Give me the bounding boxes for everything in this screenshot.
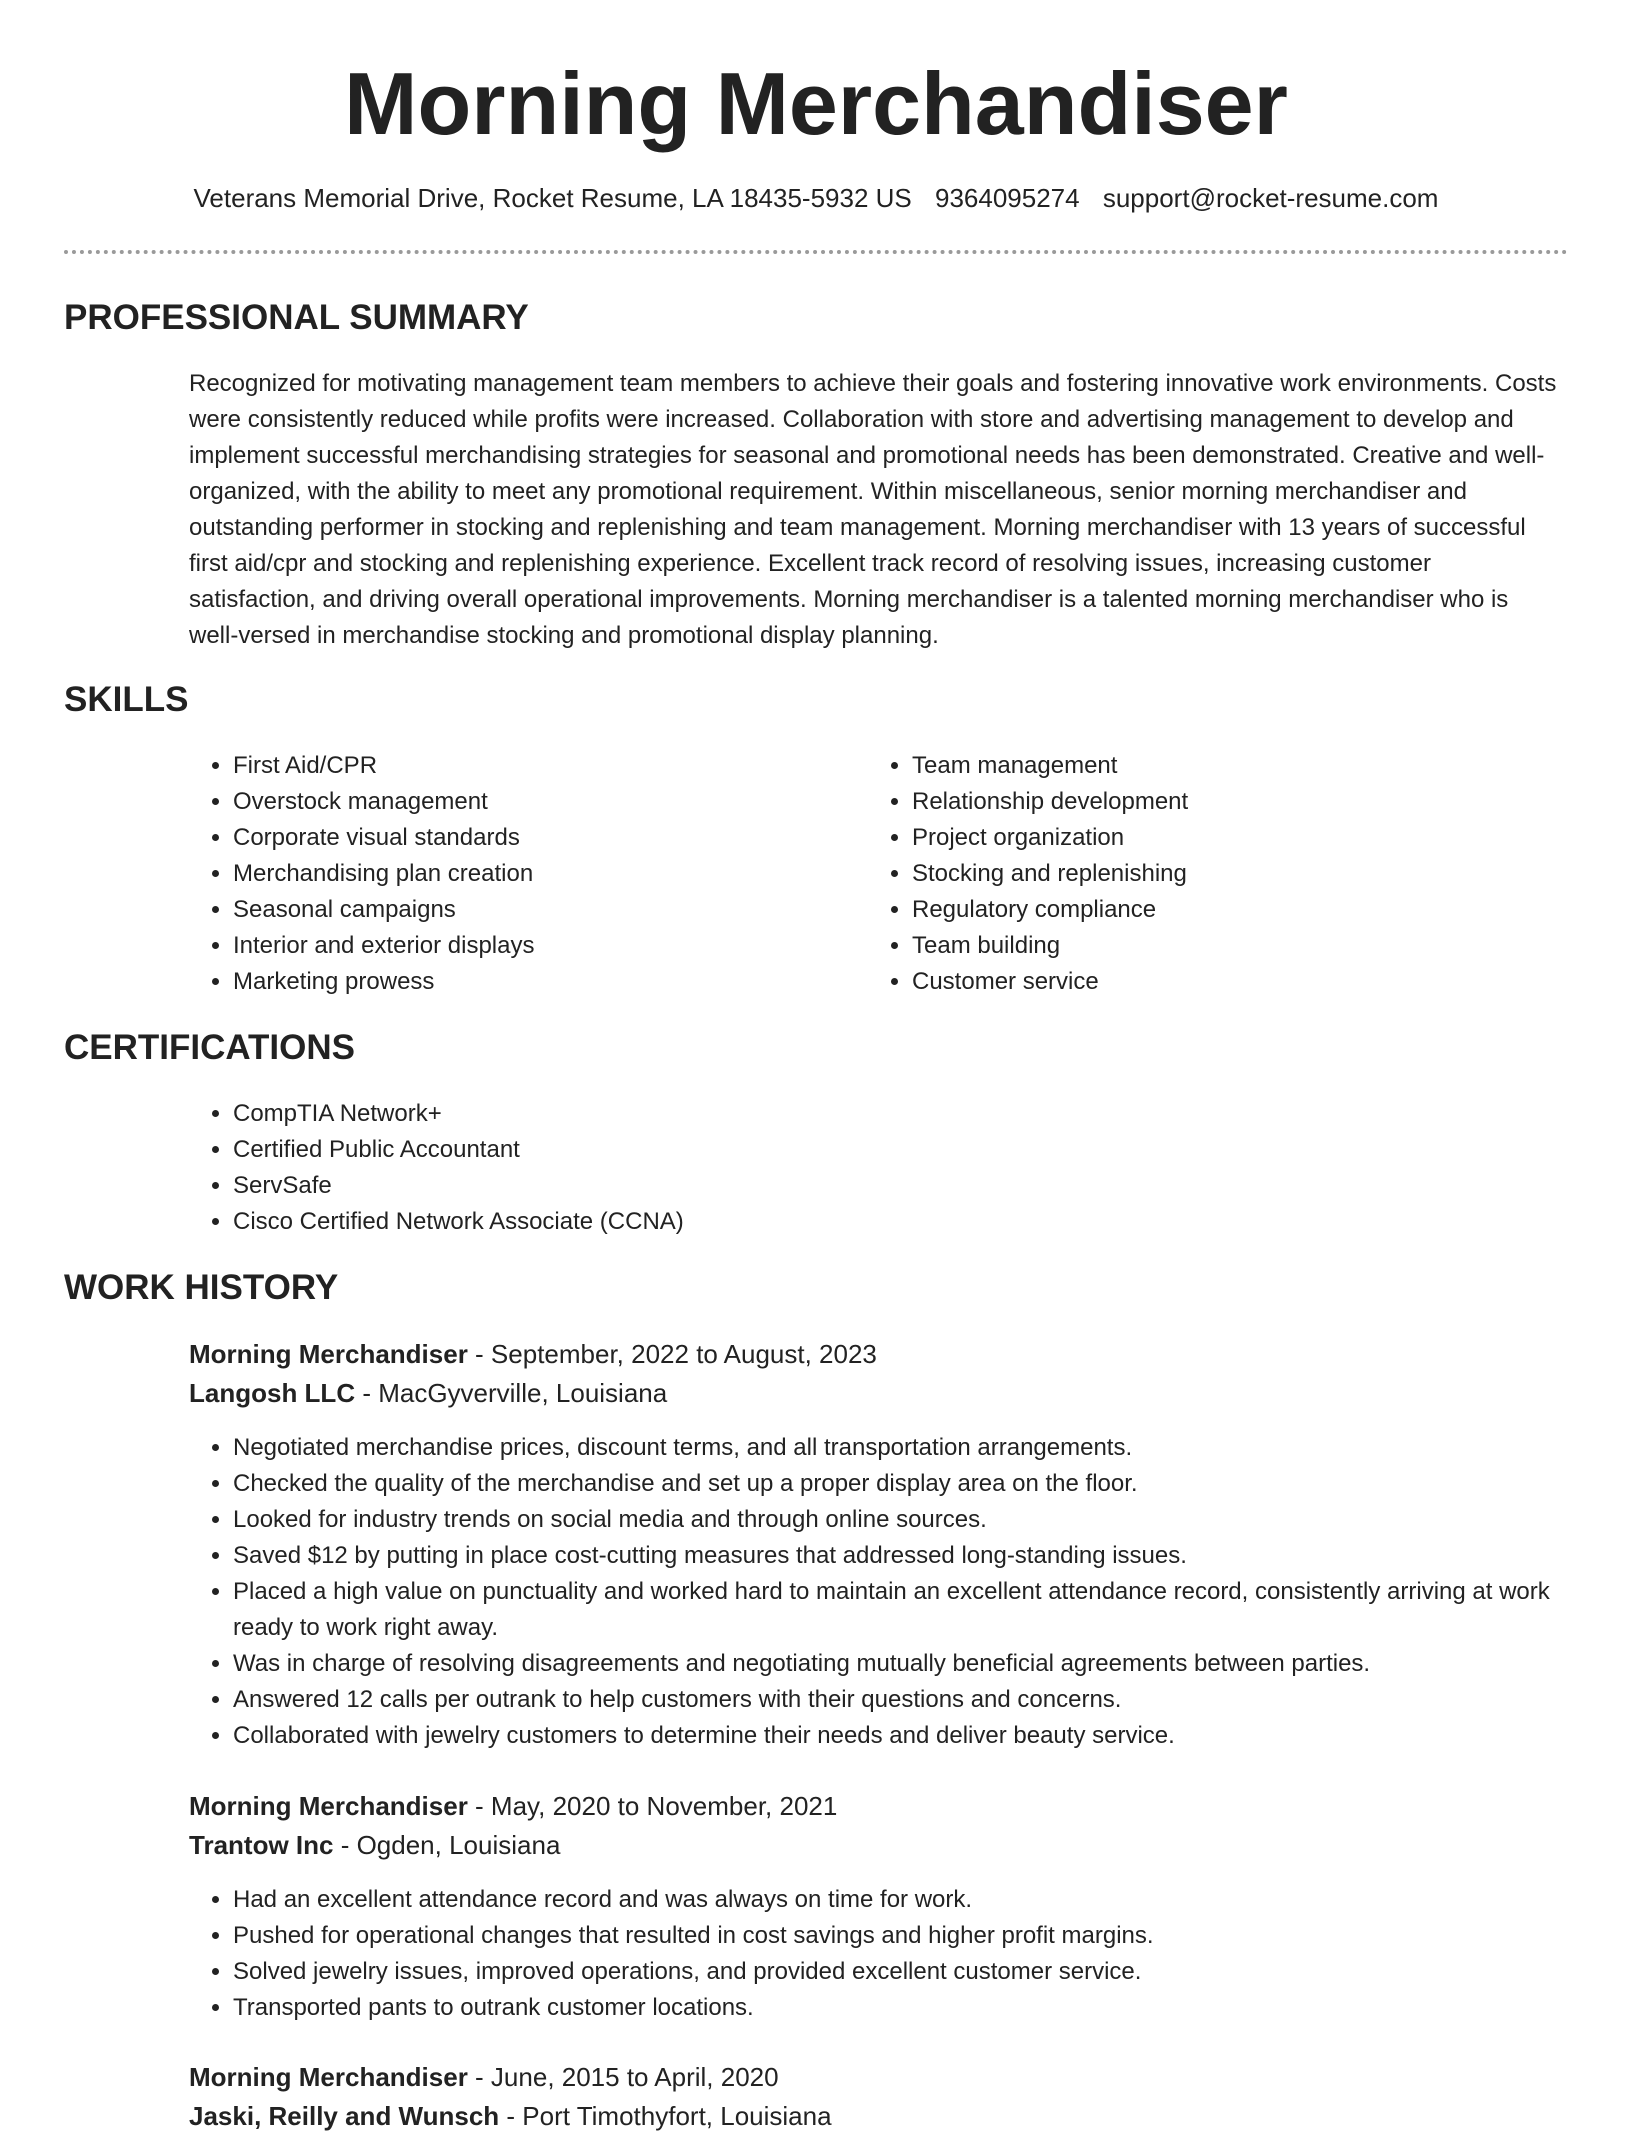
candidate-name: Morning Merchandiser xyxy=(344,54,1288,153)
job-company: Trantow Inc xyxy=(189,1830,334,1860)
job-role: Morning Merchandiser xyxy=(189,1339,468,1369)
job-location: - Port Timothyfort, Louisiana xyxy=(499,2101,832,2131)
section-title-work-history: WORK HISTORY xyxy=(64,1268,339,1307)
job-role: Morning Merchandiser xyxy=(189,1791,468,1821)
list-item: • Solved jewelry issues, improved operations, and provided excellent customer service. xyxy=(233,1954,1598,1990)
list-item: • Seasonal campaigns xyxy=(233,892,833,928)
list-item: • Project organization xyxy=(912,820,1562,856)
list-item: • Collaborated with jewelry customers to determine their needs and deliver beauty service. xyxy=(233,1718,1598,1754)
list-item: • Looked for industry trends on social media and through online sources. xyxy=(233,1502,1598,1538)
list-item: • Checked the quality of the merchandise and set up a proper display area on the floor. xyxy=(233,1466,1598,1502)
list-item: • Negotiated merchandise prices, discount terms, and all transportation arrangements. xyxy=(233,1430,1598,1466)
list-item: • Merchandising plan creation xyxy=(233,856,833,892)
list-item: • Interior and exterior displays xyxy=(233,928,833,964)
list-item: • Overstock management xyxy=(233,784,833,820)
job-company: Langosh LLC xyxy=(189,1378,356,1408)
skills-list-left xyxy=(189,748,833,1000)
list-item: • Placed a high value on punctuality and worked hard to maintain an excellent attendance record, consistently arriving at work ready to work right away. xyxy=(233,1574,1598,1646)
job-company-line xyxy=(189,1374,667,1412)
job-duties-list xyxy=(189,1882,1598,2026)
contact-phone: 9364095274 xyxy=(935,183,1080,213)
list-item: • Customer service xyxy=(912,964,1562,1000)
job-title-line xyxy=(189,1787,837,1825)
contact-email: support@rocket-resume.com xyxy=(1102,183,1439,213)
job-duties-list xyxy=(189,1430,1598,1754)
list-item: • Corporate visual standards xyxy=(233,820,833,856)
summary-text: Recognized for motivating management team members to achieve their goals and fostering innovative work environments. Costs were consistently reduced while profits were increased. Collaboration with store and advertising management to develop and implement successful merchandising strategies for seasonal and promotional needs has been demonstrated. Creative and well-organized, with the ability to meet any promotional requirement. Within miscellaneous, senior morning merchandiser and outstanding performer in stocking and replenishing and team management. Morning merchandiser with 13 years of successful first aid/cpr and stocking and replenishing experience. Excellent track record of resolving issues, increasing customer satisfaction, and driving overall operational improvements. Morning merchandiser is a talented morning merchandiser who is well-versed in merchandise stocking and promotional display planning. xyxy=(189,370,1557,649)
contact-line xyxy=(0,180,1632,216)
list-item: • Answered 12 calls per outrank to help customers with their questions and concerns. xyxy=(233,1682,1598,1718)
skills-list-right xyxy=(868,748,1562,1000)
list-item: • Stocking and replenishing xyxy=(912,856,1562,892)
job-role: Morning Merchandiser xyxy=(189,2062,468,2092)
job-dates: - May, 2020 to November, 2021 xyxy=(467,1791,838,1821)
job-location: - MacGyverville, Louisiana xyxy=(355,1378,668,1408)
certifications-list xyxy=(189,1096,1533,1240)
list-item: • Relationship development xyxy=(912,784,1562,820)
job-company-line xyxy=(189,1826,560,1864)
job-title-line xyxy=(189,2058,779,2096)
list-item: • Pushed for operational changes that resulted in cost savings and higher profit margins. xyxy=(233,1918,1598,1954)
list-item: • CompTIA Network+ xyxy=(233,1096,1533,1132)
list-item: • Had an excellent attendance record and was always on time for work. xyxy=(233,1882,1598,1918)
job-dates: - September, 2022 to August, 2023 xyxy=(467,1339,877,1369)
job-company-line xyxy=(189,2097,832,2135)
list-item: • Cisco Certified Network Associate (CCNA) xyxy=(233,1204,1533,1240)
list-item: • Certified Public Accountant xyxy=(233,1132,1533,1168)
job-location: - Ogden, Louisiana xyxy=(333,1830,561,1860)
list-item: • Team management xyxy=(912,748,1562,784)
section-title-summary: PROFESSIONAL SUMMARY xyxy=(64,298,529,337)
list-item: • First Aid/CPR xyxy=(233,748,833,784)
list-item: • Transported pants to outrank customer locations. xyxy=(233,1990,1598,2026)
job-company: Jaski, Reilly and Wunsch xyxy=(189,2101,500,2131)
list-item: • Was in charge of resolving disagreements and negotiating mutually beneficial agreements between parties. xyxy=(233,1646,1598,1682)
list-item: • Regulatory compliance xyxy=(912,892,1562,928)
list-item: • ServSafe xyxy=(233,1168,1533,1204)
job-title-line xyxy=(189,1335,877,1373)
header-divider xyxy=(64,250,1568,254)
contact-address: Veterans Memorial Drive, Rocket Resume, LA 18435-5932 US xyxy=(193,183,912,213)
job-dates: - June, 2015 to April, 2020 xyxy=(467,2062,779,2092)
list-item: • Saved $12 by putting in place cost-cutting measures that addressed long-standing issues. xyxy=(233,1538,1598,1574)
list-item: • Team building xyxy=(912,928,1562,964)
section-title-skills: SKILLS xyxy=(64,680,189,719)
list-item: • Marketing prowess xyxy=(233,964,833,1000)
section-title-certifications: CERTIFICATIONS xyxy=(64,1028,356,1067)
